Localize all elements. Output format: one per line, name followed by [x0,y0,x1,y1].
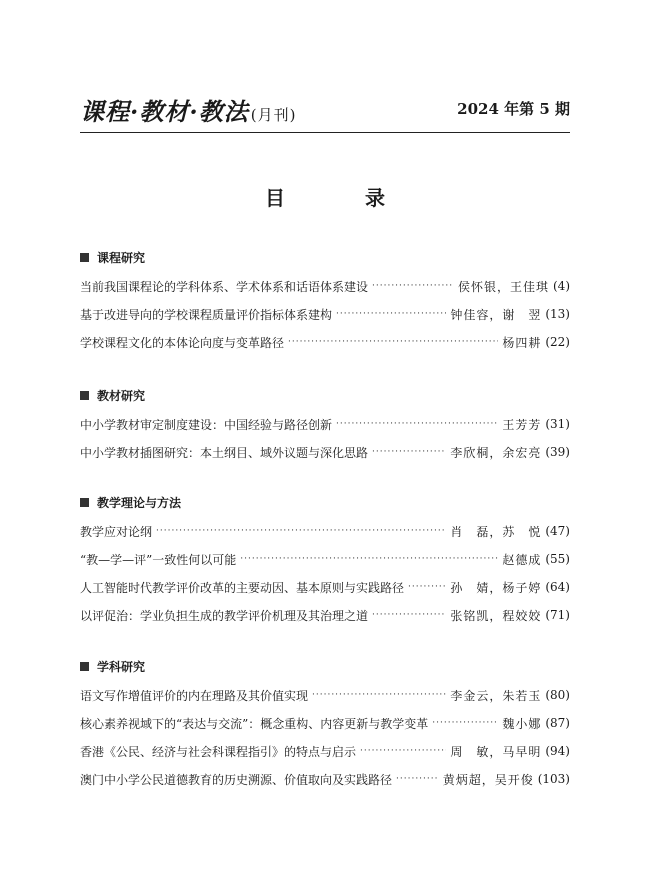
leader-dots [336,419,498,429]
journal-frequency: (月刊) [250,106,297,124]
leader-dots [408,582,446,592]
toc-entry[interactable] [80,438,570,466]
entry-title: 当前我国课程论的学科体系、学术体系和话语体系建设 [80,279,369,294]
entry-author: 侯怀银，王佳琪 [457,279,549,294]
entry-title: 语文写作增值评价的内在理路及其价值实现 [80,688,309,703]
entry-title: “教—学—评”一致性何以可能 [80,552,237,567]
entry-page: (55) [545,552,570,566]
entry-author: 张铭凯，程姣姣 [450,608,542,623]
toc-entry[interactable] [80,573,570,601]
entry-author: 王芳芳 [502,417,542,432]
entry-title: 学校课程文化的本体论向度与变革路径 [80,335,285,350]
journal-name: 课程·教材·教法 [80,97,249,126]
leader-dots [372,447,446,457]
entry-author: 钟佳容，谢 翌 [450,307,542,322]
section-heading-label: 教材研究 [97,388,146,403]
entry-title: 人工智能时代教学评价改革的主要动因、基本原则与实践路径 [80,580,405,595]
leader-dots [336,309,446,319]
entry-title: 中小学教材插图研究：本土纲目、域外议题与深化思路 [80,445,369,460]
entry-title: 基于改进导向的学校课程质量评价指标体系建构 [80,307,333,322]
toc-entry[interactable] [80,272,570,300]
toc-entry[interactable] [80,328,570,356]
section-curriculum-research [80,242,570,356]
square-bullet-icon [80,391,89,400]
entry-author: 肖 磊，苏 悦 [450,524,542,539]
entry-page: (87) [545,716,570,730]
toc-entry[interactable] [80,709,570,737]
leader-dots [240,554,498,564]
entry-title: 教学应对论纲 [80,524,153,539]
entry-title: 以评促治：学业负担生成的教学评价机理及其治理之道 [80,608,369,623]
section-textbook-research [80,380,570,466]
leader-dots [432,718,498,728]
entry-page: (71) [545,608,570,622]
entry-author: 黄炳超，吴开俊 [442,772,534,787]
leader-dots [396,774,439,784]
square-bullet-icon [80,662,89,671]
leader-dots [372,610,446,620]
entry-author: 孙 婧，杨子婷 [450,580,542,595]
section-heading [80,242,570,272]
entry-page: (80) [545,688,570,702]
square-bullet-icon [80,498,89,507]
section-heading [80,651,570,681]
section-heading-label: 学科研究 [97,659,146,674]
section-heading [80,380,570,410]
leader-dots [288,337,498,347]
section-heading [80,487,570,517]
entry-page: (13) [545,307,570,321]
entry-author: 李金云，朱若玉 [450,688,542,703]
entry-page: (4) [553,279,570,293]
entry-page: (47) [545,524,570,538]
journal-header [80,92,570,132]
entry-title: 香港《公民、经济与社会科课程指引》的特点与启示 [80,744,357,759]
toc-entry[interactable] [80,410,570,438]
toc-entry[interactable] [80,681,570,709]
journal-title [80,92,296,127]
issue-number: 2024 年第 5 期 [457,100,570,118]
section-heading-label: 教学理论与方法 [97,495,182,510]
toc-entry[interactable] [80,737,570,765]
square-bullet-icon [80,253,89,262]
entry-page: (22) [545,335,570,349]
entry-title: 核心素养视域下的“表达与交流”：概念重构、内容更新与教学变革 [80,716,429,731]
entry-author: 李欣桐，余宏亮 [450,445,542,460]
toc-entry[interactable] [80,601,570,629]
toc-entry[interactable] [80,300,570,328]
entry-page: (31) [545,417,570,431]
leader-dots [360,746,446,756]
section-subject-research [80,651,570,793]
entry-title: 澳门中小学公民道德教育的历史溯源、价值取向及实践路径 [80,772,393,787]
entry-page: (64) [545,580,570,594]
leader-dots [156,526,446,536]
entry-page: (94) [545,744,570,758]
header-rule [80,132,570,133]
entry-title: 中小学教材审定制度建设：中国经验与路径创新 [80,417,333,432]
entry-author: 周 敏，马早明 [450,744,542,759]
leader-dots [372,281,454,291]
leader-dots [312,690,446,700]
entry-page: (39) [545,445,570,459]
entry-author: 魏小娜 [502,716,542,731]
entry-page: (103) [537,772,570,786]
toc-entry[interactable] [80,765,570,793]
section-teaching-theory [80,487,570,629]
section-heading-label: 课程研究 [97,250,146,265]
entry-author: 赵德成 [502,552,542,567]
toc-entry[interactable] [80,517,570,545]
entry-author: 杨四耕 [502,335,542,350]
toc-entry[interactable] [80,545,570,573]
toc-title: 目 录 [265,186,415,210]
